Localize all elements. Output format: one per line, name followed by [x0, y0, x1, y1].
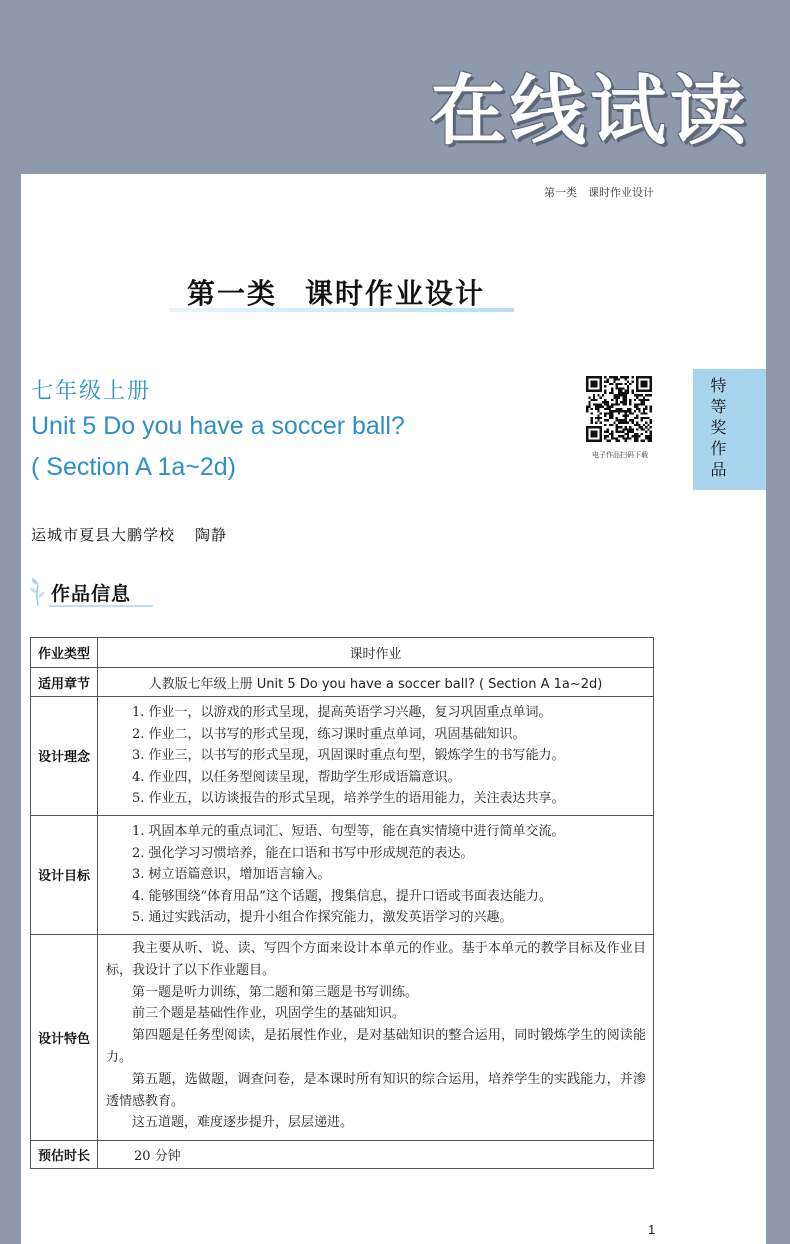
- row-label: 预估时长: [31, 1141, 98, 1169]
- author-name: 陶静: [195, 526, 228, 544]
- page-number: 1: [648, 1222, 656, 1237]
- design-goals-cell: [98, 815, 654, 934]
- homework-type-value: 课时作业: [98, 638, 654, 668]
- list-item: 2. 强化学习习惯培养，能在口语和书写中形成规范的表达。: [132, 845, 474, 861]
- list-item: 5. 通过实践活动，提升小组合作探究能力，激发英语学习的兴趣。: [132, 910, 513, 926]
- author-line: [31, 524, 227, 545]
- paragraph: 我主要从听、说、读、写四个方面来设计本单元的作业。基于本单元的教学目标及作业目标，我设计了以下作业题目。: [106, 940, 646, 978]
- list-item: 5. 作业五，以访谈报告的形式呈现，培养学生的语用能力，关注表达共享。: [132, 791, 565, 807]
- paragraph: 第一题是听力训练，第二题和第三题是书写训练。: [132, 984, 419, 1000]
- qr-caption: 电子作品扫码下载: [592, 451, 648, 459]
- row-label: 适用章节: [31, 668, 98, 697]
- document-page: [21, 174, 766, 1244]
- table-row: [31, 638, 654, 668]
- design-features-cell: [98, 934, 654, 1140]
- award-side-tab: [693, 369, 766, 490]
- table-row: [31, 697, 654, 816]
- paragraph: 这五道题，难度逐步提升，层层递进。: [132, 1115, 354, 1131]
- estimated-time-value: 20 分钟: [98, 1141, 654, 1169]
- paragraph: 前三个题是基础性作业，巩固学生的基础知识。: [132, 1006, 406, 1022]
- qr-code-icon[interactable]: [586, 376, 652, 442]
- chapter-title-part1: 第一类: [187, 277, 278, 310]
- award-tab-char: 特: [710, 376, 727, 395]
- row-label: 设计理念: [31, 697, 98, 816]
- row-label: 设计目标: [31, 815, 98, 934]
- list-item: 3. 作业三，以书写的形式呈现，巩固课时重点句型，锻炼学生的书写能力。: [132, 748, 565, 764]
- author-school: 运城市夏县大鹏学校: [31, 526, 176, 544]
- paragraph: 第五题，选做题，调查问卷，是本课时所有知识的综合运用，培养学生的实践能力，并渗透情感教育。: [106, 1071, 646, 1109]
- paragraph: 第四题是任务型阅读，是拓展性作业，是对基础知识的整合运用，同时锻炼学生的阅读能力。: [106, 1028, 646, 1065]
- table-row: [31, 668, 654, 697]
- table-row: [31, 1141, 654, 1169]
- running-header: 第一类 课时作业设计: [544, 186, 654, 199]
- chapter-title: [187, 272, 485, 312]
- design-concept-cell: [98, 697, 654, 816]
- info-heading: [27, 577, 131, 607]
- unit-title: Unit 5 Do you have a soccer ball?: [31, 412, 405, 440]
- award-tab-char: 作: [710, 439, 727, 458]
- row-label: 作业类型: [31, 638, 98, 668]
- list-item: 2. 作业二，以书写的形式呈现，练习课时重点单词，巩固基础知识。: [132, 726, 526, 742]
- row-label: 设计特色: [31, 934, 98, 1140]
- table-row: [31, 815, 654, 934]
- applicable-chapter-value: 人教版七年级上册 Unit 5 Do you have a soccer ball? ( Section A 1a~2d): [98, 668, 654, 697]
- banner-title: 在线试读: [430, 66, 750, 155]
- list-item: 3. 树立语篇意识，增加语言输入。: [132, 867, 331, 883]
- table-row: [31, 934, 654, 1140]
- award-tab-char: 奖: [710, 418, 727, 437]
- list-item: 1. 巩固本单元的重点词汇、短语、句型等，能在真实情境中进行简单交流。: [132, 823, 565, 839]
- leaf-icon: [27, 577, 49, 607]
- list-item: 4. 能够围绕“体育用品”这个话题，搜集信息，提升口语或书面表达能力。: [132, 888, 552, 904]
- list-item: 4. 作业四，以任务型阅读呈现，帮助学生形成语篇意识。: [132, 769, 461, 785]
- section-range: ( Section A 1a~2d): [31, 453, 237, 481]
- award-tab-char: 品: [710, 460, 727, 479]
- list-item: 1. 作业一，以游戏的形式呈现，提高英语学习兴趣，复习巩固重点单词。: [132, 705, 552, 720]
- grade-label: 七年级上册: [31, 379, 152, 404]
- award-tab-char: 等: [710, 397, 727, 416]
- info-table: [30, 637, 654, 1169]
- info-heading-underline: [49, 605, 153, 607]
- info-heading-label: 作品信息: [51, 582, 132, 605]
- chapter-title-part2: 课时作业设计: [305, 277, 486, 310]
